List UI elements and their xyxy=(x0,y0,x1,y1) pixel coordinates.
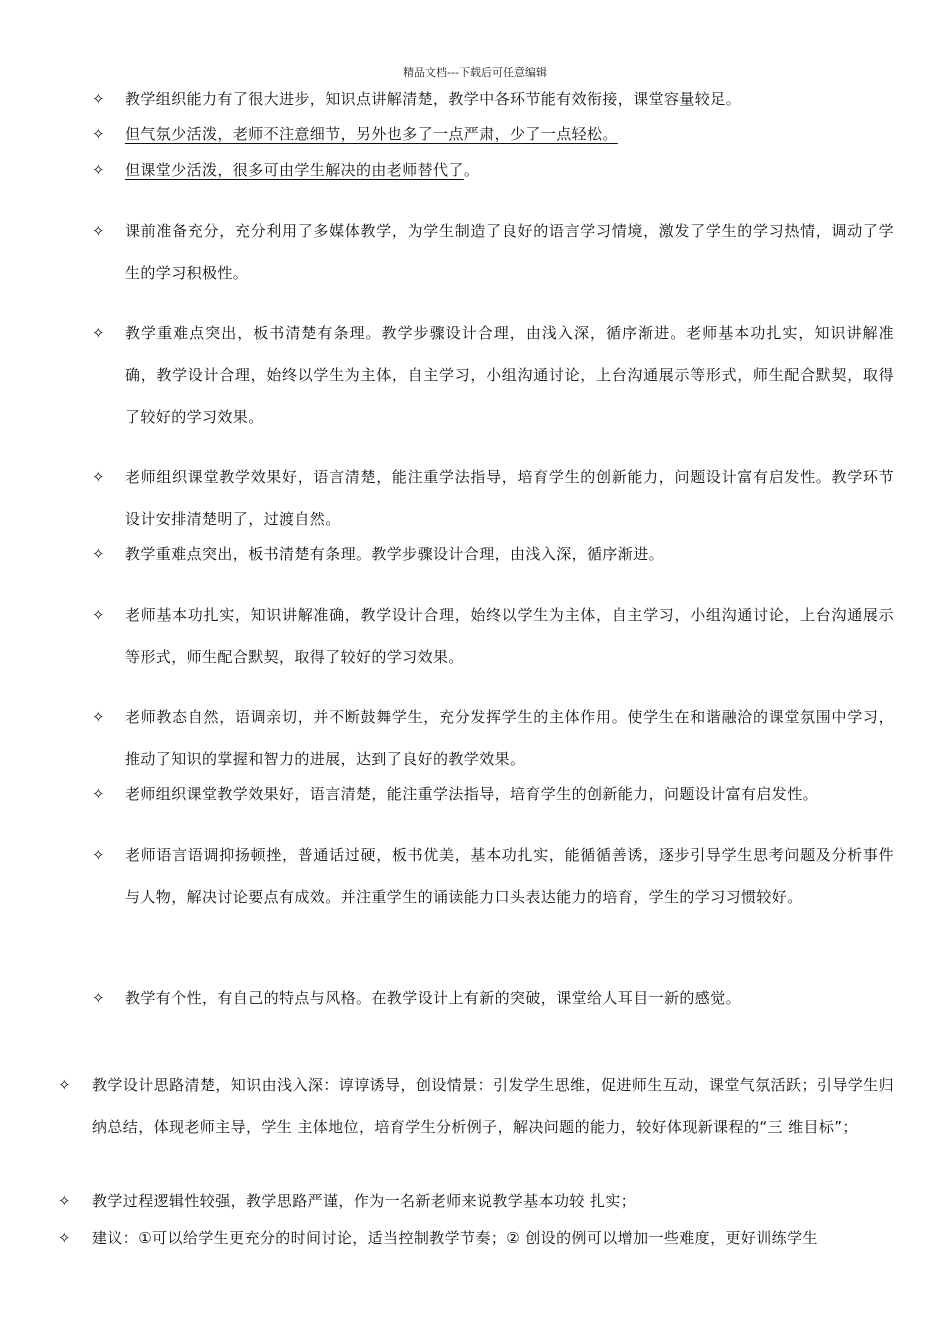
list-item xyxy=(58,1180,894,1222)
watermark-header: 精品文档---下载后可任意编辑 xyxy=(403,66,547,79)
item-text: 教学组织能力有了很大进步，知识点讲解清楚，教学中各环节能有效衔接，课堂容量较足。 xyxy=(125,90,742,108)
list-item xyxy=(92,210,894,294)
diamond-bullet-icon: ✧ xyxy=(92,846,105,864)
item-text: 老师教态自然，语调亲切，并不断鼓舞学生，充分发挥学生的主体作用。使学生在和谐融洽的课堂氛围中学习，推动了知识的掌握和智力的进展，达到了良好的教学效果。 xyxy=(125,708,894,768)
list-item xyxy=(92,773,894,815)
list-item xyxy=(92,696,894,780)
item-text: 教学设计思路清楚，知识由浅入深：谆谆诱导，创设情景：引发学生思维，促进师生互动，课堂气氛活跃；引导学生归纳总结，体现老师主导，学生 主体地位，培育学生分析例子，解决问题的能力，较好体现新课程的“三 维目标”； xyxy=(92,1076,894,1136)
diamond-bullet-icon: ✧ xyxy=(92,468,105,486)
list-item xyxy=(92,533,894,575)
item-text: 教学重难点突出，板书清楚有条理。教学步骤设计合理，由浅入深，循序渐进。老师基本功扎实，知识讲解准确，教学设计合理，始终以学生为主体，自主学习，小组沟通讨论，上台沟通展示等形式，师生配合默契，取得了较好的学习效果。 xyxy=(125,324,894,426)
item-text: 老师组织课堂教学效果好，语言清楚，能注重学法指导，培育学生的创新能力，问题设计富有启发性。 xyxy=(125,785,819,803)
item-text: 老师语言语调抑扬顿挫，普通话过硬，板书优美，基本功扎实，能循循善诱，逐步引导学生思考问题及分析事件与人物，解决讨论要点有成效。并注重学生的诵读能力口头表达能力的培育，学生的学习习惯较好。 xyxy=(125,846,894,906)
item-text: 教学过程逻辑性较强，教学思路严谨，作为一名新老师来说教学基本功较 扎实； xyxy=(92,1192,637,1210)
diamond-bullet-icon: ✧ xyxy=(92,90,105,108)
list-item xyxy=(92,312,894,438)
list-item xyxy=(92,456,894,540)
list-item xyxy=(92,834,894,918)
list-item xyxy=(92,149,894,191)
diamond-bullet-icon: ✧ xyxy=(92,606,105,624)
item-text: 老师组织课堂教学效果好，语言清楚，能注重学法指导，培育学生的创新能力，问题设计富有启发性。教学环节设计安排清楚明了，过渡自然。 xyxy=(125,468,894,528)
item-text: 建议：①可以给学生更充分的时间讨论，适当控制教学节奏；② 创设的例可以增加一些难度，更好训练学生 xyxy=(92,1229,818,1247)
item-text: 教学有个性，有自己的特点与风格。在教学设计上有新的突破，课堂给人耳目一新的感觉。 xyxy=(125,989,742,1007)
list-item xyxy=(92,977,894,1019)
diamond-bullet-icon: ✧ xyxy=(92,161,105,179)
item-text: 。 xyxy=(463,161,480,179)
list-item xyxy=(58,1217,894,1259)
diamond-bullet-icon: ✧ xyxy=(92,785,105,803)
item-text: 课前准备充分，充分利用了多媒体教学，为学生制造了良好的语言学习情境，激发了学生的学习热情，调动了学生的学习积极性。 xyxy=(125,222,894,282)
diamond-bullet-icon: ✧ xyxy=(92,222,105,240)
diamond-bullet-icon: ✧ xyxy=(92,324,105,342)
list-item xyxy=(58,1064,894,1148)
diamond-bullet-icon: ✧ xyxy=(92,708,105,726)
diamond-bullet-icon: ✧ xyxy=(92,989,105,1007)
diamond-bullet-icon: ✧ xyxy=(92,545,105,563)
diamond-bullet-icon: ✧ xyxy=(92,125,105,143)
diamond-bullet-icon: ✧ xyxy=(58,1076,71,1094)
list-item xyxy=(92,594,894,678)
underlined-text: 但气氛少活泼，老师不注意细节，另外也多了一点严肃，少了一点轻松。 xyxy=(125,125,618,143)
underlined-text: 但课堂少活泼，很多可由学生解决的由老师替代了 xyxy=(125,161,464,179)
item-text: 老师基本功扎实，知识讲解准确，教学设计合理，始终以学生为主体，自主学习，小组沟通讨论，上台沟通展示等形式，师生配合默契，取得了较好的学习效果。 xyxy=(125,606,894,666)
diamond-bullet-icon: ✧ xyxy=(58,1192,71,1210)
item-text: 教学重难点突出，板书清楚有条理。教学步骤设计合理，由浅入深，循序渐进。 xyxy=(125,545,665,563)
diamond-bullet-icon: ✧ xyxy=(58,1229,71,1247)
